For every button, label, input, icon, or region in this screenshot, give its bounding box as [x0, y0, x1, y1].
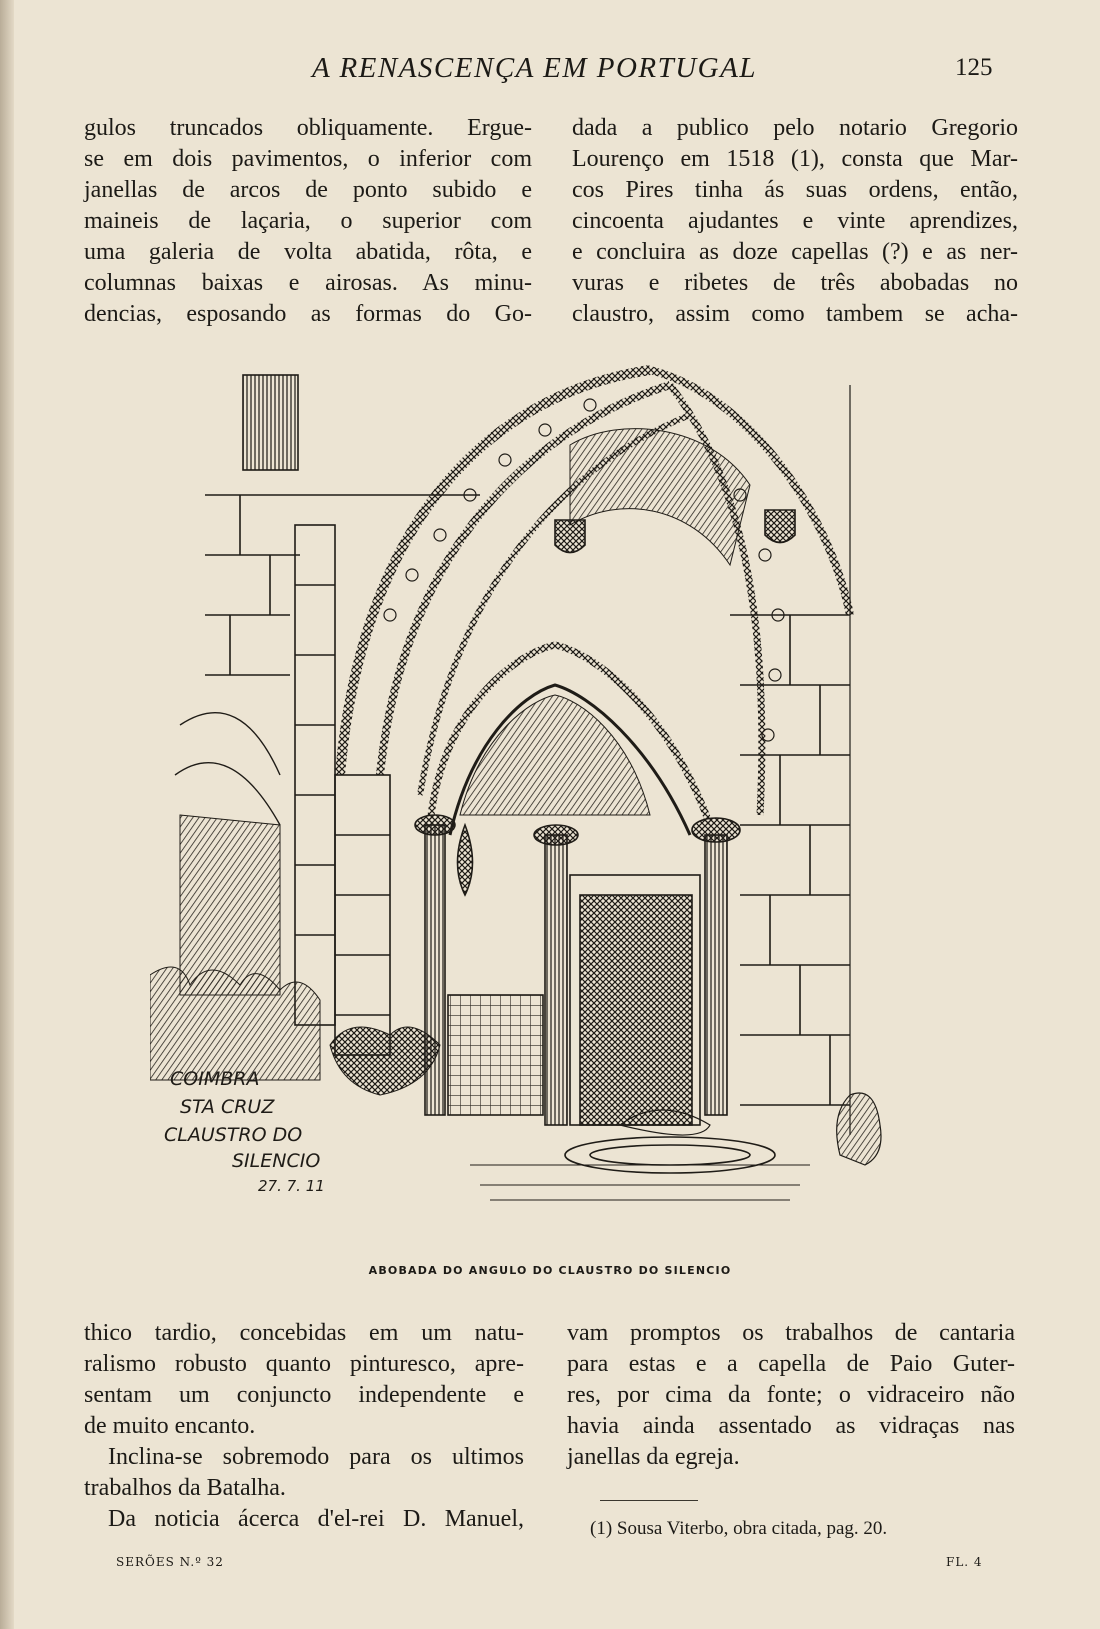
text-line: sentam um conjuncto independente e [84, 1382, 524, 1408]
text-line: se em dois pavimentos, o inferior com [84, 146, 532, 172]
inscription-line-2: STA CRUZ [180, 1096, 275, 1118]
inscription-line-3: CLAUSTRO DO [164, 1124, 303, 1146]
footnote: (1) Sousa Viterbo, obra citada, pag. 20. [590, 1518, 888, 1539]
inscription-line-1: COIMBRA [170, 1068, 260, 1090]
top-right-column [572, 113, 1018, 330]
text-line: trabalhos da Batalha. [84, 1475, 286, 1501]
running-head [0, 52, 1100, 92]
text-line: thico tardio, concebidas em um natu- [84, 1320, 524, 1346]
text-line: vuras e ribetes de três abobadas no [572, 270, 1018, 296]
page-edge [0, 0, 14, 1629]
text-line: gulos truncados obliquamente. Ergue- [84, 115, 532, 141]
text-line: res, por cima da fonte; o vidraceiro não [567, 1382, 1015, 1408]
page-number: 125 [955, 54, 993, 81]
text-line: janellas da egreja. [567, 1444, 740, 1470]
text-line: para estas e a capella de Paio Guter- [567, 1351, 1015, 1377]
text-line: de muito encanto. [84, 1413, 256, 1439]
text-line: Lourenço em 1518 (1), consta que Mar- [572, 146, 1018, 172]
text-line: vam promptos os trabalhos de cantaria [567, 1320, 1015, 1346]
bottom-left-column [84, 1318, 524, 1535]
text-line: maineis de laçaria, o superior com [84, 208, 532, 234]
inscription-line-4: SILENCIO [232, 1150, 321, 1172]
text-line: dada a publico pelo notario Gregorio [572, 115, 1018, 141]
text-line: cos Pires tinha ás suas ordens, então, [572, 177, 1018, 203]
text-line: cincoenta ajudantes e vinte aprendizes, [572, 208, 1018, 234]
text-line: columnas baixas e airosas. As minu- [84, 270, 532, 296]
running-title: A RENASCENÇA EM PORTUGAL [312, 52, 757, 84]
top-left-column [84, 113, 532, 330]
text-line: e concluira as doze capellas (?) e as ner- [572, 239, 1018, 265]
cloister-vault-engraving [150, 355, 910, 1250]
bottom-right-column [567, 1318, 1015, 1473]
text-line: janellas de arcos de ponto subido e [84, 177, 532, 203]
inscription-line-5: 27. 7. 11 [258, 1177, 325, 1195]
text-line: havia ainda assentado as vidraças nas [567, 1413, 1015, 1439]
text-line: Inclina-se sobremodo para os ultimos [108, 1444, 524, 1470]
figure-caption: ABOBADA DO ANGULO DO CLAUSTRO DO SILENCIO [368, 1264, 732, 1277]
sheet-number: FL. 4 [946, 1555, 983, 1569]
signature-mark: SERÕES N.º 32 [116, 1555, 224, 1569]
text-line: dencias, esposando as formas do Go- [84, 301, 532, 327]
footnote-rule [600, 1500, 698, 1501]
text-line: ralismo robusto quanto pinturesco, apre- [84, 1351, 524, 1377]
text-line: Da noticia ácerca d'el-rei D. Manuel, [108, 1506, 524, 1532]
text-line: claustro, assim como tambem se acha- [572, 301, 1018, 327]
text-line: uma galeria de volta abatida, rôta, e [84, 239, 532, 265]
